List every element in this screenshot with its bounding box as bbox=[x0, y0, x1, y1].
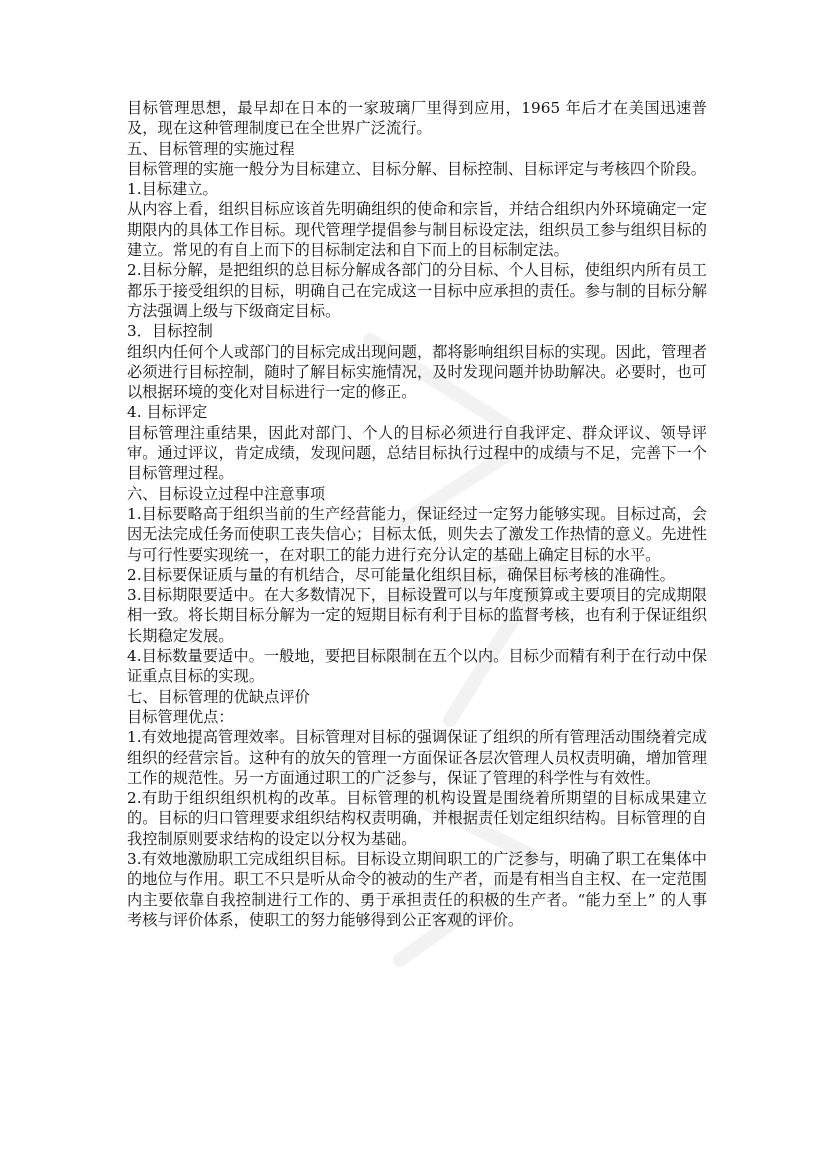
subheading-goal-evaluation: 4. 目标评定 bbox=[127, 403, 208, 422]
subheading-goal-control: 3．目标控制 bbox=[127, 322, 213, 341]
heading-section-7: 七、目标管理的优缺点评价 bbox=[127, 687, 310, 706]
subheading-advantages: 目标管理优点： bbox=[127, 707, 234, 726]
heading-section-5: 五、目标管理的实施过程 bbox=[127, 139, 295, 158]
paragraph-stages: 目标管理的实施一般分为目标建立、目标分解、目标控制、目标评定与考核四个阶段。 bbox=[127, 159, 707, 178]
paragraph-goal-decomposition: 2.目标分解，是把组织的总目标分解成各部门的分目标、个人目标，使组织内所有员工都乐于接受组织的目标，明确自己在完成这一目标中应承担的责任。参与制的目标分解方法强调上级与下级商定目标。 bbox=[127, 261, 707, 320]
paragraph-note-1: 1.目标要略高于组织当前的生产经营能力，保证经过一定努力能够实现。目标过高，会因无法完成任务而使职工丧失信心；目标太低，则失去了激发工作热情的意义。先进性与可行性要实现统一，在对职工的能力进行充分认定的基础上确定目标的水平。 bbox=[127, 504, 707, 564]
heading-section-6: 六、目标设立过程中注意事项 bbox=[127, 484, 326, 503]
paragraph-goal-evaluation: 目标管理注重结果，因此对部门、个人的目标必须进行自我评定、群众评议、领导评审。通过评议，肯定成绩，发现问题，总结目标执行过程中的成绩与不足，完善下一个目标管理过程。 bbox=[127, 423, 707, 483]
paragraph-goal-setting: 从内容上看，组织目标应该首先明确组织的使命和宗旨，并结合组织内外环境确定一定期限内的具体工作目标。现代管理学提倡参与制目标设定法，组织员工参与组织目标的建立。常见的有自上而下的目标制定法和自下而上的目标制定法。 bbox=[127, 200, 707, 260]
subheading-goal-setting: 1.目标建立。 bbox=[127, 180, 218, 199]
paragraph-goal-control: 组织内任何个人或部门的目标完成出现问题，都将影响组织目标的实现。因此，管理者必须进行目标控制，随时了解目标实施情况，及时发现问题并协助解决。必要时，也可以根据环境的变化对目标进行一定的修正。 bbox=[127, 342, 707, 402]
paragraph-advantage-1: 1.有效地提高管理效率。目标管理对目标的强调保证了组织的所有管理活动围绕着完成组织的经营宗旨。这种有的放矢的管理一方面保证各层次管理人员权责明确，增加管理工作的规范性。另一方面通过职工的广泛参与，保证了管理的科学性与有效性。 bbox=[127, 728, 707, 787]
document-body bbox=[127, 98, 707, 930]
paragraph-advantage-2: 2.有助于组织组织机构的改革。目标管理的机构设置是围绕着所期望的目标成果建立的。目标的归口管理要求组织结构权责明确，并根据责任划定组织结构。目标管理的自我控制原则要求结构的设定以分权为基础。 bbox=[127, 789, 707, 848]
paragraph-note-4: 4.目标数量要适中。一般地，要把目标限制在五个以内。目标少而精有利于在行动中保证重点目标的实现。 bbox=[127, 647, 707, 686]
paragraph-intro: 目标管理思想，最早却在日本的一家玻璃厂里得到应用，1965 年后才在美国迅速普及，现在这种管理制度已在全世界广泛流行。 bbox=[127, 99, 707, 138]
paragraph-note-2: 2.目标要保证质与量的有机结合，尽可能量化组织目标，确保目标考核的准确性。 bbox=[127, 565, 675, 584]
paragraph-advantage-3: 3.有效地激励职工完成组织目标。目标设立期间职工的广泛参与，明确了职工在集体中的地位与作用。职工不只是听从命令的被动的生产者，而是有相当自主权、在一定范围内主要依靠自我控制进行工作的、勇于承担责任的积极的生产者。“能力至上” 的人事考核与评价体系，使职工的努力能够得到公正客观的评价。 bbox=[127, 849, 707, 929]
paragraph-note-3: 3.目标期限要适中。在大多数情况下，目标设置可以与年度预算或主要项目的完成期限相一致。将长期目标分解为一定的短期目标有利于目标的监督考核，也有利于保证组织长期稳定发展。 bbox=[127, 586, 707, 645]
